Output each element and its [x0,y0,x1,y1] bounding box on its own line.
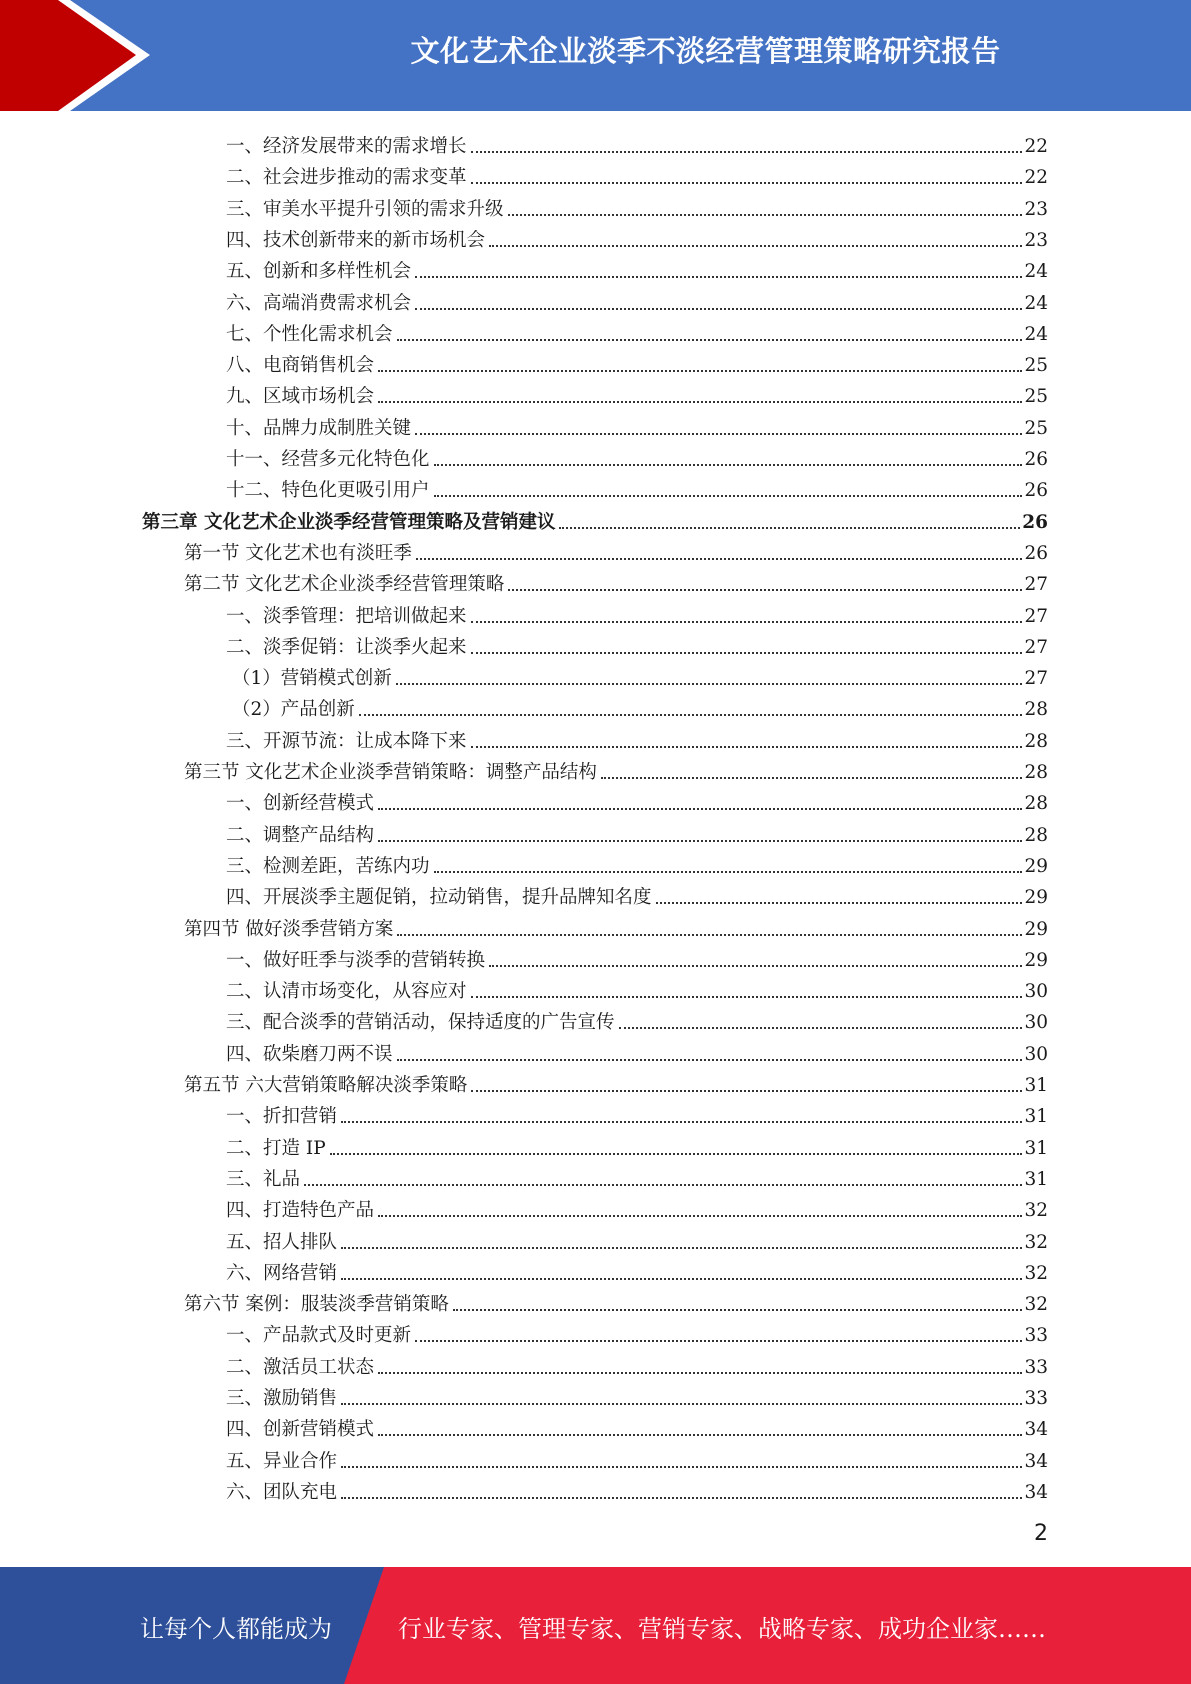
toc-entry-page: 23 [1024,198,1048,220]
toc-entry[interactable] [226,315,1048,346]
toc-entry-page: 28 [1024,730,1048,752]
toc-entry-page: 28 [1024,762,1048,783]
toc-entry[interactable] [142,503,1048,534]
toc-dot-leader [601,777,1023,779]
toc-entry[interactable] [184,753,1048,784]
toc-entry-page: 27 [1024,574,1048,596]
toc-entry-page: 25 [1024,417,1048,439]
toc-entry-title: 二、认清市场变化，从容应对 [226,981,467,1003]
toc-dot-leader [434,871,1023,873]
toc-entry[interactable] [226,1410,1048,1441]
toc-dot-leader [341,1121,1022,1123]
toc-entry-page: 26 [1024,542,1048,564]
toc-entry-title: （1）营销模式创新 [232,668,392,690]
toc-entry-title: 第四节 做好淡季营销方案 [184,918,394,940]
toc-dot-leader [415,1340,1022,1342]
toc-dot-leader [471,996,1023,998]
toc-entry-title: 十一、经营多元化特色化 [226,449,430,470]
toc-dot-leader [341,1403,1022,1405]
toc-entry-title: 三、开源节流：让成本降下来 [226,730,467,752]
toc-entry-title: 五、创新和多样性机会 [226,261,412,283]
toc-entry[interactable] [226,847,1048,878]
toc-entry-title: 二、淡季促销：让淡季火起来 [226,636,467,658]
toc-dot-leader [378,1434,1022,1436]
toc-dot-leader [341,1497,1022,1499]
toc-dot-leader [434,464,1023,466]
toc-dot-leader [434,495,1023,497]
toc-entry[interactable] [226,409,1048,440]
toc-entry[interactable] [226,1160,1048,1191]
footer-slogan-left: 让每个人都能成为 [140,1615,332,1643]
toc-dot-leader [341,1466,1022,1468]
toc-entry-page: 22 [1024,136,1048,157]
toc-dot-leader [656,902,1023,904]
toc-entry-title: 四、开展淡季主题促销，拉动销售，提升品牌知名度 [226,887,652,909]
toc-entry-page: 32 [1024,1262,1048,1284]
toc-entry-title: 一、经济发展带来的需求增长 [226,136,467,157]
toc-entry-title: （2）产品创新 [232,699,355,721]
toc-entry-page: 30 [1024,1012,1048,1034]
toc-entry[interactable] [226,1379,1048,1410]
toc-dot-leader [508,589,1022,591]
toc-entry-title: 三、检测差距，苦练内功 [226,855,430,877]
toc-dot-leader [416,558,1023,560]
toc-dot-leader [471,151,1023,153]
toc-dot-leader [341,1247,1022,1249]
toc-dot-leader [341,1278,1022,1280]
toc-entry[interactable] [184,534,1048,565]
toc-entry-page: 32 [1024,1294,1048,1316]
toc-entry[interactable] [226,190,1048,221]
toc-dot-leader [489,965,1022,967]
toc-entry-title: 一、淡季管理：把培训做起来 [226,605,467,627]
toc-entry-page: 30 [1024,981,1048,1003]
toc-entry-title: 第一节 文化艺术也有淡旺季 [184,542,412,564]
toc-entry[interactable] [226,722,1048,753]
page-number: 2 [1034,1521,1048,1546]
toc-entry-page: 34 [1024,1481,1048,1503]
toc-entry-page: 31 [1024,1137,1048,1159]
toc-entry-page: 27 [1024,668,1048,690]
toc-entry-title: 二、打造 IP [226,1137,326,1159]
toc-entry[interactable] [226,440,1048,471]
toc-entry[interactable] [232,659,1048,690]
toc-dot-leader [471,746,1023,748]
toc-entry-page: 27 [1024,636,1048,658]
toc-entry-page: 28 [1024,699,1048,721]
toc-dot-leader [378,1372,1022,1374]
toc-dot-leader [378,370,1022,372]
toc-entry-page: 32 [1024,1231,1048,1253]
toc-dot-leader [396,683,1023,685]
toc-dot-leader [378,1215,1022,1217]
toc-entry[interactable] [226,1097,1048,1128]
toc-entry-title: 第六节 案例：服装淡季营销策略 [184,1294,449,1316]
toc-entry[interactable] [226,158,1048,189]
toc-dot-leader [415,433,1022,435]
toc-dot-leader [304,1184,1022,1186]
toc-entry-title: 三、配合淡季的营销活动，保持适度的广告宣传 [226,1012,615,1034]
toc-entry[interactable] [226,878,1048,909]
toc-entry-page: 30 [1024,1043,1048,1065]
toc-entry[interactable] [226,816,1048,847]
toc-dot-leader [378,808,1022,810]
toc-entry-page: 28 [1024,793,1048,815]
toc-entry-page: 29 [1024,855,1048,877]
toc-entry-title: 六、高端消费需求机会 [226,292,412,314]
toc-entry-page: 26 [1022,511,1048,533]
document-title: 文化艺术企业淡季不淡经营管理策略研究报告 [410,34,1001,68]
toc-entry-title: 四、打造特色产品 [226,1200,375,1222]
toc-entry-page: 23 [1024,229,1048,251]
toc-entry-page: 26 [1024,480,1048,502]
toc-entry[interactable] [184,1066,1048,1097]
toc-entry-title: 十二、特色化更吸引用户 [226,480,430,502]
toc-entry-title: 六、团队充电 [226,1481,338,1503]
toc-entry-title: 八、电商销售机会 [226,355,375,377]
toc-entry-title: 四、技术创新带来的新市场机会 [226,229,486,251]
toc-entry-page: 25 [1024,386,1048,408]
toc-dot-leader [397,934,1022,936]
toc-entry-title: 四、创新营销模式 [226,1419,375,1441]
toc-entry-page: 34 [1024,1450,1048,1472]
toc-entry-page: 29 [1024,949,1048,971]
toc-entry-title: 四、砍柴磨刀两不误 [226,1043,393,1065]
toc-entry-title: 一、产品款式及时更新 [226,1325,412,1347]
toc-entry-page: 24 [1024,261,1048,283]
toc-entry-page: 31 [1024,1106,1048,1128]
toc-entry[interactable] [226,284,1048,315]
toc-entry-page: 22 [1024,167,1048,189]
toc-entry-title: 一、做好旺季与淡季的营销转换 [226,949,486,971]
toc-entry[interactable] [226,346,1048,377]
toc-entry-title: 九、区域市场机会 [226,386,375,408]
toc-entry-title: 三、激励销售 [226,1388,338,1409]
toc-dot-leader [619,1027,1023,1029]
toc-entry-page: 29 [1024,887,1048,909]
toc-dot-leader [559,527,1020,529]
toc-entry-title: 二、调整产品结构 [226,824,375,846]
toc-dot-leader [359,714,1023,716]
toc-entry-page: 33 [1024,1388,1048,1409]
toc-entry[interactable] [226,1035,1048,1066]
toc-entry[interactable] [226,1223,1048,1254]
toc-entry-page: 28 [1024,824,1048,846]
footer-slogan-right: 行业专家、管理专家、营销专家、战略专家、成功企业家…… [398,1615,1046,1643]
toc-entry[interactable] [226,1316,1048,1347]
toc-entry[interactable] [226,972,1048,1003]
toc-entry-title: 一、折扣营销 [226,1106,338,1128]
toc-entry-page: 31 [1024,1075,1048,1096]
toc-entry[interactable] [226,1348,1048,1379]
toc-dot-leader [471,1090,1022,1092]
toc-entry[interactable] [226,784,1048,815]
toc-entry-title: 七、个性化需求机会 [226,323,393,345]
toc-entry-page: 31 [1024,1168,1048,1190]
toc-dot-leader [378,840,1022,842]
toc-dot-leader [471,182,1023,184]
toc-entry[interactable] [226,1129,1048,1160]
page-header [0,0,1191,111]
toc-entry-page: 24 [1024,323,1048,345]
toc-entry[interactable] [184,565,1048,596]
toc-dot-leader [415,308,1022,310]
toc-dot-leader [397,339,1023,341]
toc-entry[interactable] [226,941,1048,972]
toc-entry[interactable] [226,377,1048,408]
toc-entry[interactable] [226,597,1048,628]
toc-entry[interactable] [184,910,1048,941]
toc-entry[interactable] [226,1254,1048,1285]
toc-entry-title: 第五节 六大营销策略解决淡季策略 [184,1075,468,1096]
toc-entry[interactable] [226,221,1048,252]
toc-entry[interactable] [226,628,1048,659]
toc-entry[interactable] [184,1285,1048,1316]
toc-entry[interactable] [226,1191,1048,1222]
toc-entry-page: 32 [1024,1200,1048,1222]
toc-entry-title: 三、礼品 [226,1168,301,1190]
toc-dot-leader [471,621,1023,623]
toc-dot-leader [378,401,1022,403]
toc-entry[interactable] [226,127,1048,158]
toc-dot-leader [397,1059,1023,1061]
toc-entry-title: 二、激活员工状态 [226,1356,375,1378]
toc-entry-title: 五、异业合作 [226,1450,338,1472]
toc-dot-leader [415,276,1022,278]
toc-entry-title: 十、品牌力成制胜关键 [226,417,412,439]
toc-dot-leader [330,1153,1023,1155]
toc-entry-page: 24 [1024,292,1048,314]
toc-entry[interactable] [232,690,1048,721]
toc-dot-leader [471,652,1023,654]
toc-entry-title: 第三节 文化艺术企业淡季营销策略：调整产品结构 [184,762,597,783]
toc-entry-page: 33 [1024,1356,1048,1378]
toc-entry-title: 第二节 文化艺术企业淡季经营管理策略 [184,574,505,596]
toc-entry[interactable] [226,252,1048,283]
toc-entry-page: 29 [1024,918,1048,940]
toc-entry[interactable] [226,1442,1048,1473]
toc-entry-page: 34 [1024,1419,1048,1441]
header-chevron-graphic [0,0,160,111]
toc-entry-title: 第三章 文化艺术企业淡季经营管理策略及营销建议 [142,511,556,533]
toc-entry-title: 三、审美水平提升引领的需求升级 [226,198,504,220]
toc-entry-page: 33 [1024,1325,1048,1347]
toc-entry-title: 六、网络营销 [226,1262,338,1284]
toc-dot-leader [453,1309,1023,1311]
toc-entry-page: 27 [1024,605,1048,627]
toc-entry-page: 26 [1024,449,1048,470]
toc-entry-page: 25 [1024,355,1048,377]
toc-entry-title: 二、社会进步推动的需求变革 [226,167,467,189]
toc-dot-leader [489,245,1022,247]
page-footer [0,1567,1191,1684]
toc-entry-title: 一、创新经营模式 [226,793,375,815]
toc-entry-title: 五、招人排队 [226,1231,338,1253]
toc-entry[interactable] [226,471,1048,502]
toc-entry[interactable] [226,1473,1048,1504]
toc-dot-leader [508,214,1023,216]
toc-entry[interactable] [226,1003,1048,1034]
